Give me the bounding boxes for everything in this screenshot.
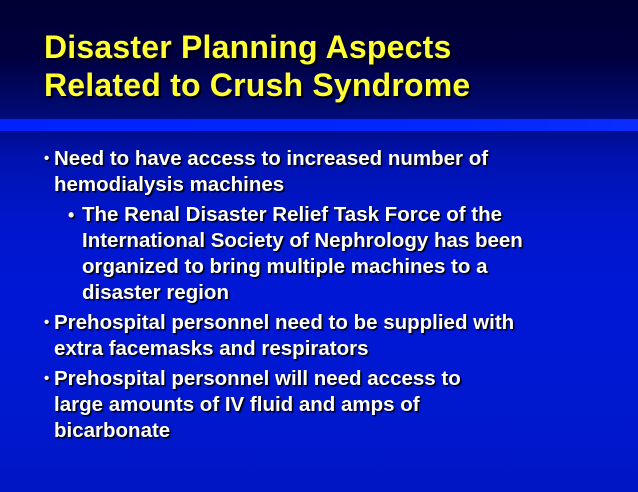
bullet-text-line: Prehospital personnel need to be supplied with <box>54 311 515 334</box>
bullet-text-line: Need to have access to increased number of <box>54 147 489 170</box>
bullet-item-hemodialysis <box>30 146 630 198</box>
bullet-text-line: large amounts of IV fluid and amps of <box>54 393 420 416</box>
bullet-text-line: hemodialysis machines <box>54 173 285 196</box>
bullet-item-facemasks <box>30 310 630 362</box>
bullet-text-line: Prehospital personnel will need access to <box>54 367 461 390</box>
bullet-marker: • <box>44 314 50 331</box>
bullet-text-line: bicarbonate <box>54 419 171 442</box>
bullet-text-line: The Renal Disaster Relief Task Force of the <box>82 203 502 226</box>
slide-title-line-2: Related to Crush Syndrome <box>44 67 471 103</box>
slide-title <box>44 28 624 104</box>
bullet-marker: • <box>44 150 50 167</box>
sub-bullet-item-task-force <box>30 202 630 306</box>
bullet-text-line: disaster region <box>82 281 229 304</box>
bullet-text-line: extra facemasks and respirators <box>54 337 369 360</box>
slide-title-line-1: Disaster Planning Aspects <box>44 29 452 65</box>
sub-bullet-marker: • <box>68 205 75 225</box>
bullet-item-iv-fluid <box>30 366 630 444</box>
slide-body <box>30 146 630 448</box>
bullet-marker: • <box>44 370 50 387</box>
bullet-text-line: organized to bring multiple machines to a <box>82 255 488 278</box>
title-divider <box>0 119 638 131</box>
bullet-text-line: International Society of Nephrology has been <box>82 229 523 252</box>
